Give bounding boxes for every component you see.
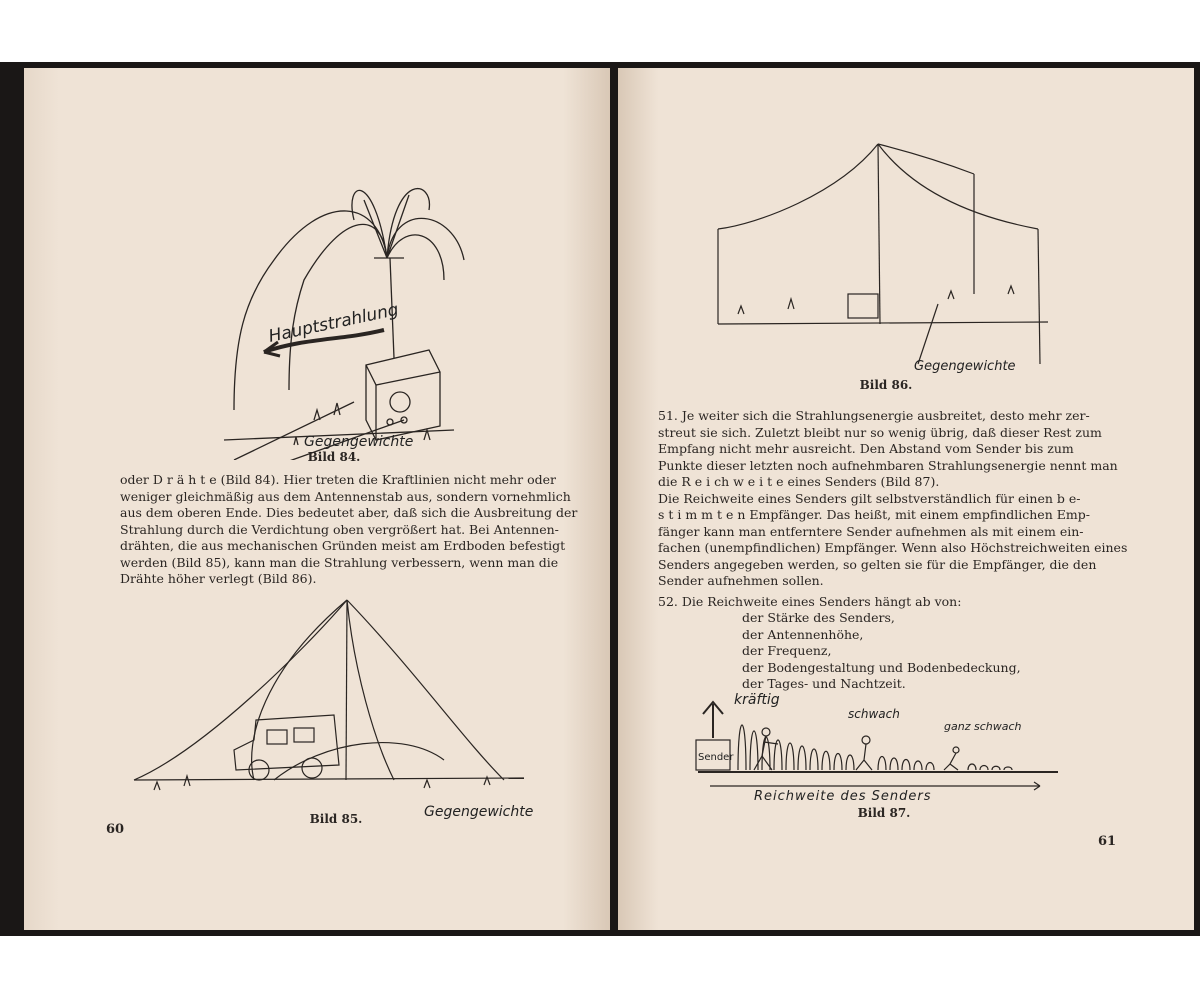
figure-84-caption: Bild 84. [307,450,361,464]
right-page [618,68,1194,930]
figure-85-caption: Bild 85. [309,812,363,826]
figure-87-label-weak: schwach [848,707,900,721]
figure-85-illustration [124,590,544,820]
figure-86-label-counter: Gegengewichte [914,359,1016,374]
text-line: die R e i ch w e i t e eines Senders (Bild 87). [658,474,940,489]
figure-87-label-sender: Sender [698,752,734,763]
text-line: fänger kann man entferntere Sender aufnehmen als mit einem ein- [658,523,1084,539]
page-number-right: 61 [1098,834,1117,849]
para52-intro: 52. Die Reichweite eines Senders hängt ab von: [658,593,962,609]
left-body-text [120,472,580,588]
text-line: Strahlung durch die Verdichtung oben vergrößert hat. Bei Antennen- [120,521,559,537]
list-item: der Antennenhöhe, [742,626,864,642]
text-line: Punkte dieser letzten noch aufnehmbaren Strahlungsenergie nennt man [658,457,1118,473]
list-item: der Stärke des Senders, [742,610,895,625]
figure-85-label-counter: Gegengewichte [424,804,534,820]
figure-86-illustration [708,134,1058,384]
right-body-text [658,408,1158,693]
text-line: Senders angegeben werden, so gelten sie für die Empfänger, die den [658,556,1097,572]
text-line: Die Reichweite eines Senders gilt selbstverständlich für einen b e- [658,490,1081,506]
figure-87-illustration [688,690,1068,802]
text-line: Drähte höher verlegt (Bild 86). [120,571,317,586]
text-line: drähten, die aus mechanischen Gründen meist am Erdboden befestigt [120,538,566,553]
figure-84-illustration [204,140,474,460]
text-line: Sender aufnehmen sollen. [658,573,824,588]
left-page [24,68,610,930]
text-line: werden (Bild 85), kann man die Strahlung verbessern, wenn man die [120,554,559,570]
figure-87-caption: Bild 87. [857,806,911,820]
text-line: streut sie sich. Zuletzt bleibt nur so wenig übrig, daß dieser Rest zum [658,424,1102,440]
text-line: aus dem oberen Ende. Dies bedeutet aber, daß sich die Ausbreitung der [120,505,578,520]
text-line: 51. Je weiter sich die Strahlungsenergie ausbreitet, desto mehr zer- [658,408,1090,423]
open-book [0,62,1200,936]
figure-87-label-strong: kräftig [734,692,780,708]
figure-86-caption: Bild 86. [859,378,913,392]
list-item: der Tages- und Nachtzeit. [742,676,906,691]
page-number-left: 60 [106,822,125,837]
text-line: oder D r ä h t e (Bild 84). Hier treten die Kraftlinien nicht mehr oder [120,472,556,487]
text-line: weniger gleichmäßig aus dem Antennenstab aus, sondern vornehmlich [120,488,571,504]
text-line: Empfang nicht mehr ausreicht. Den Abstand vom Sender bis zum [658,441,1074,456]
list-item: der Frequenz, [742,643,832,658]
text-line: fachen (unempfindlichen) Empfänger. Wenn also Höchstreichweiten eines [658,540,1128,555]
para52-list [658,610,1158,693]
text-line: s t i m m t e n Empfänger. Das heißt, mit einem empfindlichen Emp- [658,507,1090,522]
figure-84-label-main: Hauptstrahlung [266,299,401,347]
list-item: der Bodengestaltung und Bodenbedeckung, [742,659,1021,675]
figure-87-label-range: Reichweite des Senders [754,789,932,802]
figure-84-label-counter: Gegengewichte [304,434,414,450]
figure-87-label-very-weak: ganz schwach [944,720,1022,733]
